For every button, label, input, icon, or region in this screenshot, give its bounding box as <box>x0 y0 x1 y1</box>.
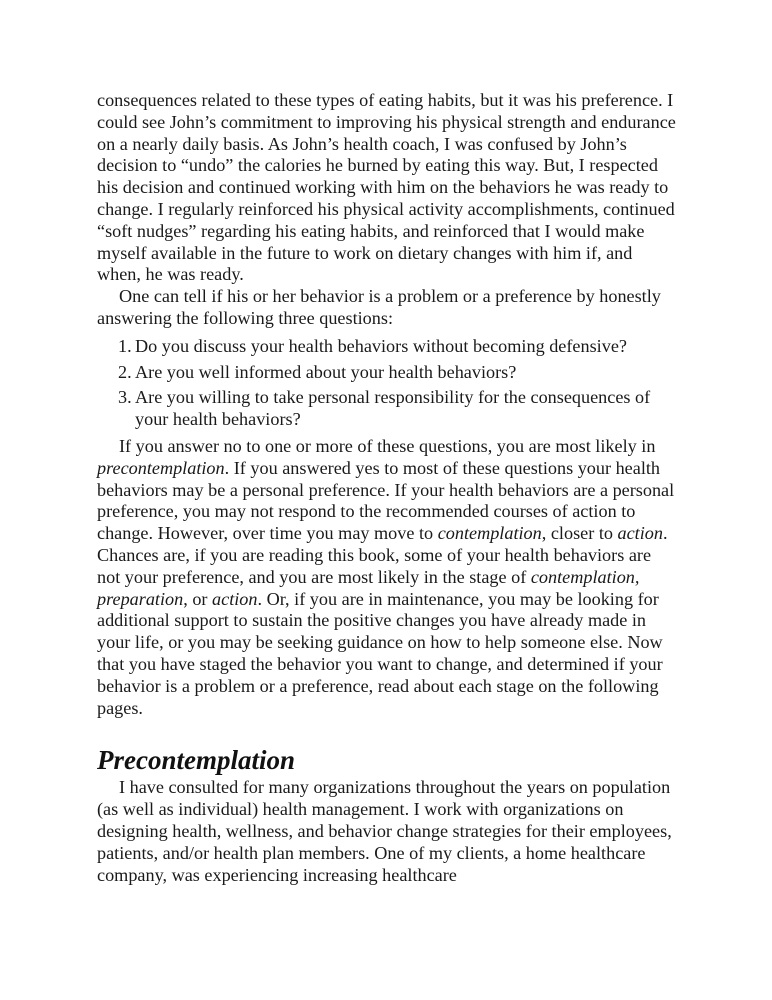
stage-term-emphasis: precontemplation <box>97 457 225 478</box>
text-segment: . If you answered yes to most of these questions your health behaviors may be a personal preference. If your health behaviors are a personal preference, you may not respond to the recommended courses of action to change. However, over time you may move to <box>97 457 675 544</box>
page-body <box>97 90 677 886</box>
text-segment: . Or, if you are in maintenance, you may be looking for additional support to sustain the positive changes you have already made in your life, or you may be seeking guidance on how to help someone else. Now that you have staged the behavior you want to change, and determined if your behavior is a problem or a preference, read about each stage on the following pages. <box>97 588 663 718</box>
stage-term-emphasis: contemplation <box>437 523 542 544</box>
question-text: Do you discuss your health behaviors without becoming defensive? <box>135 335 627 356</box>
question-item-1 <box>97 336 677 358</box>
paragraph-john-preference: consequences related to these types of eating habits, but it was his preference. I could see John’s commitment to improving his physical strength and endurance on a nearly daily basis. As John’s health coach, I was confused by John’s decision to “undo” the calories he burned by eating this way. But, I respected his decision and continued working with him on the behaviors he was ready to change. I regularly reinforced his physical activity accomplishments, continued “soft nudges” regarding his eating habits, and reinforced that I would make myself available in the future to work on dietary changes with him if, and when, he was ready. <box>97 90 676 285</box>
paragraph-staging-explanation <box>97 436 677 719</box>
text-segment: . Chances are, if you are reading this book, some of your health behaviors are not your preference, and you are most likely in the stage of <box>97 523 668 587</box>
text-segment: , or <box>183 588 213 609</box>
stage-term-emphasis: action <box>617 523 663 544</box>
stage-term-emphasis: action <box>212 588 258 609</box>
question-item-2 <box>97 362 677 384</box>
paragraph-consulting-intro: I have consulted for many organizations throughout the years on population (as well as individual) health management. I work with organizations on designing health, wellness, and behavior change strategies for their employees, patients, and/or health plan members. One of my clients, a home healthcare company, was experiencing increasing healthcare <box>97 777 672 885</box>
section-heading: Precontemplation <box>97 745 295 776</box>
question-number: 3. <box>118 387 132 408</box>
text-segment: , closer to <box>541 523 618 544</box>
question-number: 2. <box>118 361 132 382</box>
question-item-3 <box>97 387 677 431</box>
text-segment: If you answer no to one or more of these questions, you are most likely in <box>119 435 656 456</box>
question-text: Are you well informed about your health behaviors? <box>135 361 517 382</box>
stage-term-emphasis: contemplation, preparation <box>97 566 640 609</box>
question-text: Are you willing to take personal responsibility for the consequences of your health behaviors? <box>135 387 651 430</box>
paragraph-three-questions-intro: One can tell if his or her behavior is a problem or a preference by honestly answering the following three questions: <box>97 286 661 328</box>
question-list <box>97 336 677 431</box>
question-number: 1. <box>118 335 132 356</box>
